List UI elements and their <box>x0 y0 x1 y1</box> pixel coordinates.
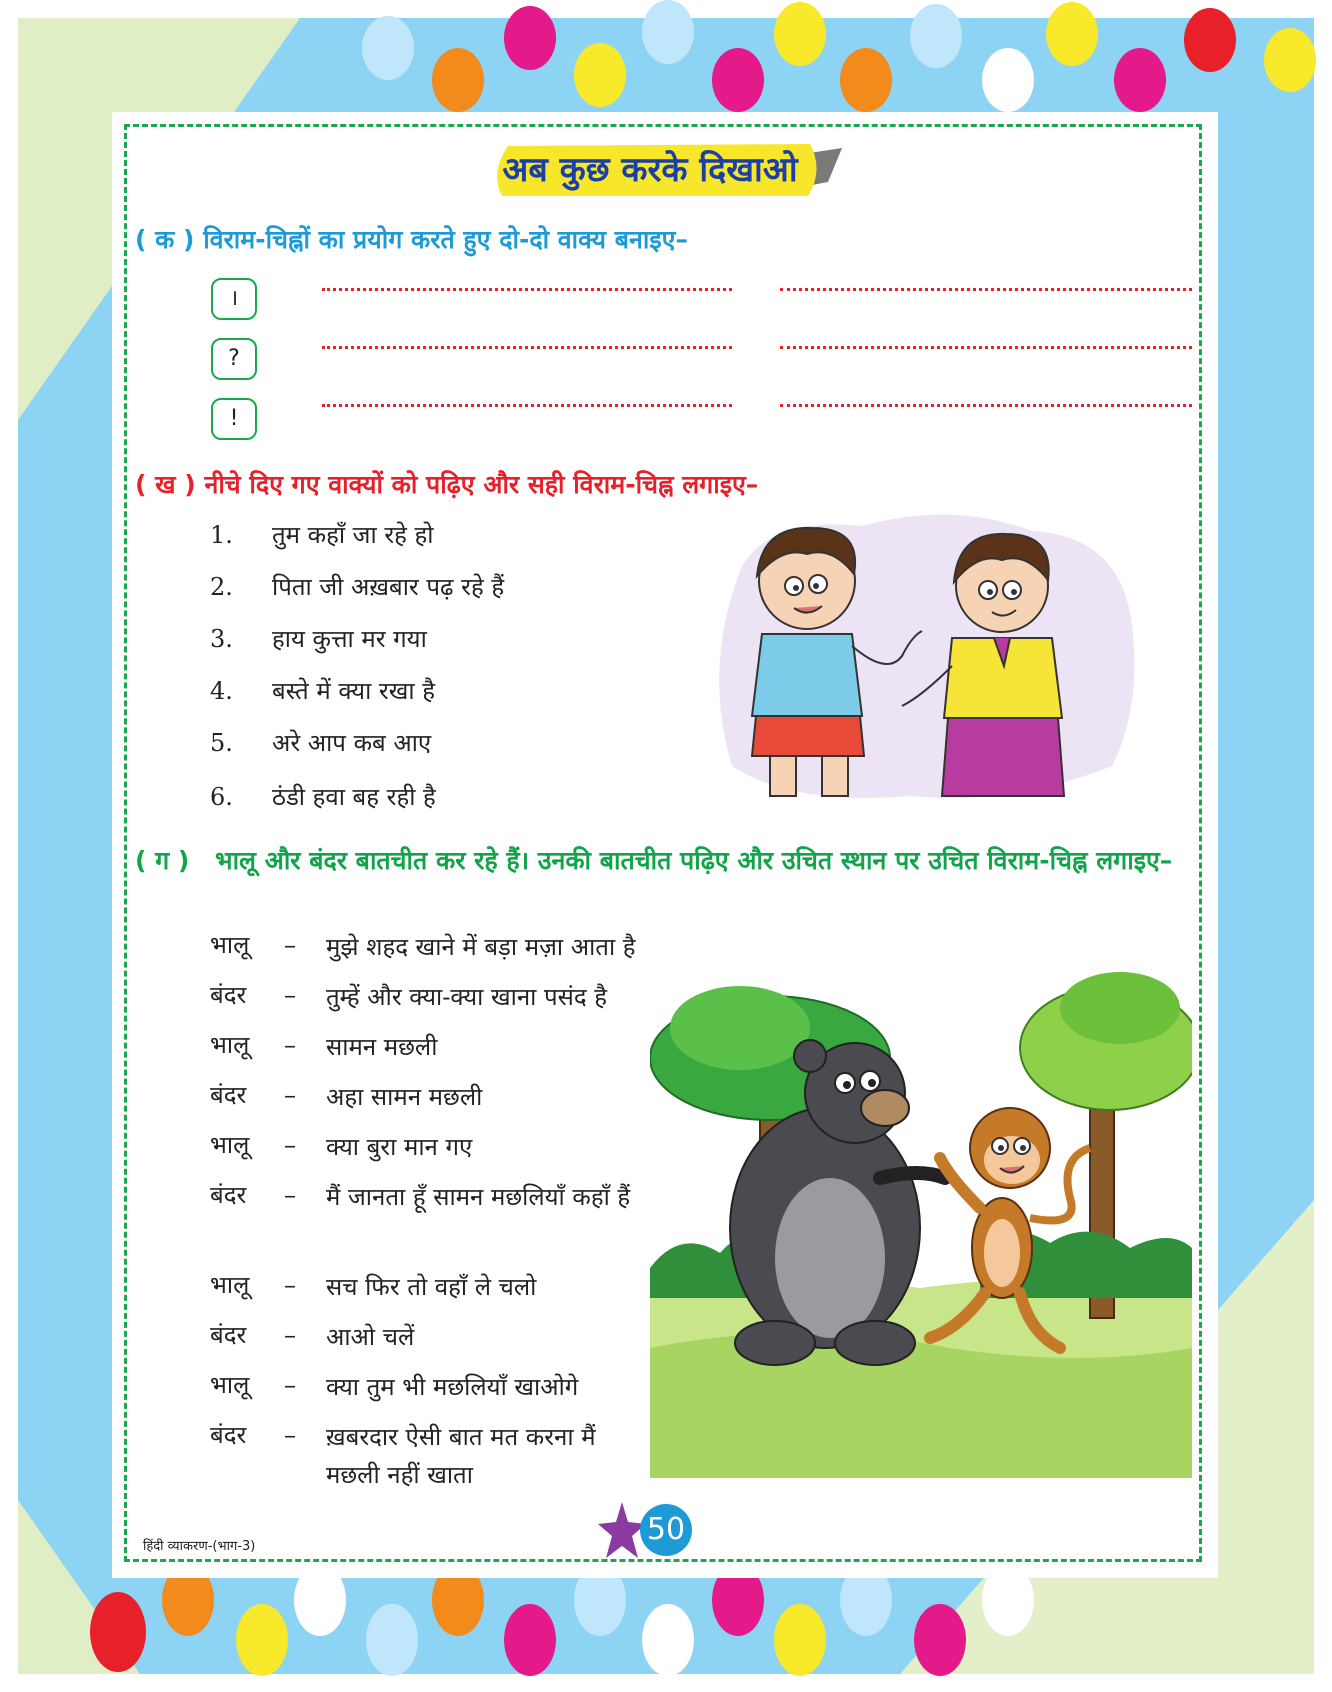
dialogue-line: भालू – सामन मछली <box>210 1031 438 1061</box>
section-kh-heading <box>135 467 758 501</box>
sentence-item: 3. हाय कुत्ता मर गया <box>210 625 427 653</box>
dialogue-line: बंदर – आओ चलें <box>210 1321 415 1351</box>
dialogue-line: बंदर – अहा सामन मछली <box>210 1081 483 1111</box>
mark-exclamation: ! <box>211 398 257 440</box>
answer-line-1b[interactable] <box>780 288 1192 291</box>
banner-title: अब कुछ करके दिखाओ <box>502 150 798 190</box>
sentence-item: 2. पिता जी अख़बार पढ़ रहे हैं <box>210 573 505 601</box>
sentence-item: 1. तुम कहाँ जा रहे हो <box>210 521 434 549</box>
section-k-text: विराम-चिह्नों का प्रयोग करते हुए दो-दो वाक्य बनाइए– <box>203 225 688 254</box>
dialogue-line: बंदर – ख़बरदार ऐसी बात मत करना मैं मछली नहीं खाता <box>210 1421 596 1489</box>
section-kh-label: ( ख ) <box>135 470 196 499</box>
mark-purnviram: । <box>211 278 257 320</box>
answer-line-3b[interactable] <box>780 404 1192 407</box>
section-g-label: ( ग ) <box>135 846 190 875</box>
dialogue-line: भालू – मुझे शहद खाने में बड़ा मज़ा आता है <box>210 931 636 961</box>
section-kh-text: नीचे दिए गए वाक्यों को पढ़िए और सही विराम-चिह्न लगाइए– <box>204 470 759 499</box>
mark-question: ? <box>211 338 257 380</box>
dialogue-line: भालू – क्या बुरा मान गए <box>210 1131 473 1161</box>
section-g-text: भालू और बंदर बातचीत कर रहे हैं। उनकी बातचीत पढ़िए और उचित स्थान पर उचित विराम-चिह्न लगाइए– <box>215 846 1173 875</box>
boys-talking-illustration <box>712 506 1142 806</box>
sentence-item: 5. अरे आप कब आए <box>210 729 432 757</box>
answer-line-1a[interactable] <box>322 288 732 291</box>
section-g-heading <box>135 840 1195 882</box>
answer-line-2a[interactable] <box>322 346 732 349</box>
dialogue-line: भालू – सच फिर तो वहाँ ले चलो <box>210 1271 537 1301</box>
dialogue-line: बंदर – तुम्हें और क्या-क्या खाना पसंद है <box>210 981 607 1011</box>
answer-line-2b[interactable] <box>780 346 1192 349</box>
answer-line-3a[interactable] <box>322 404 732 407</box>
sentence-item: 6. ठंडी हवा बह रही है <box>210 783 436 811</box>
sentence-item: 4. बस्ते में क्या रखा है <box>210 677 435 705</box>
star-icon <box>598 1500 646 1560</box>
activity-banner <box>490 142 842 198</box>
page-number: 50 <box>640 1504 692 1556</box>
book-title-footer: हिंदी व्याकरण-(भाग-3) <box>143 1539 256 1554</box>
dialogue-line: भालू – क्या तुम भी मछलियाँ खाओगे <box>210 1371 579 1401</box>
dialogue-line: बंदर – मैं जानता हूँ सामन मछलियाँ कहाँ हैं <box>210 1181 631 1211</box>
section-k-label: ( क ) <box>135 225 195 254</box>
section-k-heading <box>135 222 688 256</box>
bear-monkey-illustration <box>650 968 1192 1478</box>
